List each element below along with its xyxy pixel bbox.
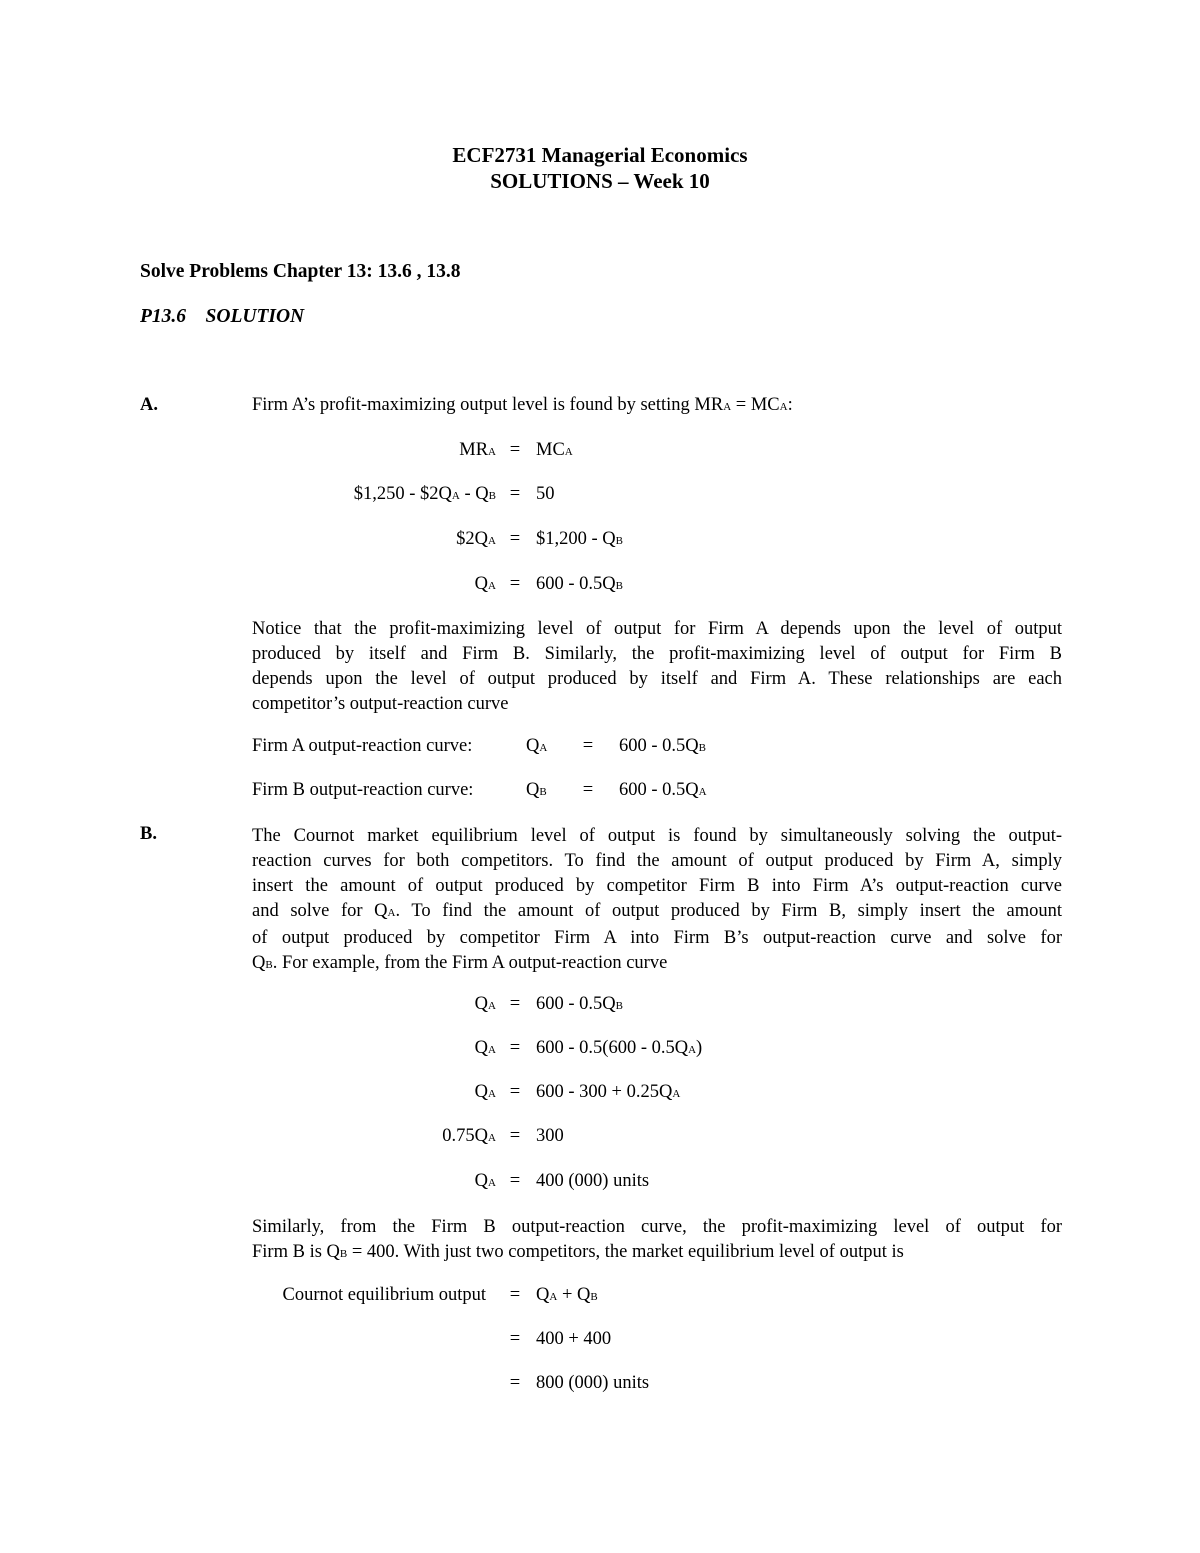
equation-12-sign: =: [509, 1373, 521, 1393]
part-b-paragraph-2: Similarly, from the Firm B output-reaction curve, the profit-maximizing level of output for Firm B is QB = 400. With just two competitors, the market equilibrium level of output is: [252, 1217, 1062, 1262]
equation-1-sign: =: [509, 440, 521, 460]
equation-5-sign: =: [509, 994, 521, 1014]
equation-6-sign: =: [509, 1038, 521, 1058]
equation-3-lhs: $2QA: [456, 529, 496, 549]
curve-a-label: Firm A output-reaction curve:: [252, 736, 473, 756]
equation-1-lhs: MRA: [459, 440, 496, 460]
equation-9-lhs: QA: [474, 1171, 496, 1191]
curve-b-rhs: 600 - 0.5QA: [619, 780, 707, 800]
equation-7-rhs: 600 - 300 + 0.25QA: [536, 1082, 681, 1102]
equation-6-lhs: QA: [474, 1038, 496, 1058]
equation-2-sign: =: [509, 484, 521, 504]
curve-b-label: Firm B output-reaction curve:: [252, 780, 474, 800]
curve-a-sign: =: [582, 736, 594, 756]
equation-3-rhs: $1,200 - QB: [536, 529, 623, 549]
equation-6-rhs: 600 - 0.5(600 - 0.5QA): [536, 1038, 703, 1058]
part-a-intro: Firm A’s profit-maximizing output level is found by setting MRA = MCA:: [252, 395, 793, 415]
part-a-paragraph: Notice that the profit-maximizing level of output for Firm A depends upon the level of output produced by itself and Firm B. Similarly, the profit-maximizing level of output for Firm B depends upon the level of output produced by itself and Firm A. These relationships are each competitor’s output-reaction curve: [252, 619, 1062, 714]
equation-7-lhs: QA: [474, 1082, 496, 1102]
equation-2-lhs: $1,250 - $2QA - QB: [353, 484, 496, 504]
equation-7-sign: =: [509, 1082, 521, 1102]
curve-a-q: QA: [526, 736, 548, 756]
task-heading: Solve Problems Chapter 13: 13.6 , 13.8: [140, 261, 461, 282]
equation-8-rhs: 300: [536, 1126, 564, 1146]
equation-10-lhs: Cournot equilibrium output: [282, 1285, 486, 1305]
part-a-label: A.: [140, 395, 158, 415]
part-b-label: B.: [140, 824, 157, 844]
equation-8-sign: =: [509, 1126, 521, 1146]
equation-12-rhs: 800 (000) units: [536, 1373, 650, 1393]
equation-5-lhs: QA: [474, 994, 496, 1014]
equation-3-sign: =: [509, 529, 521, 549]
equation-11-sign: =: [509, 1329, 521, 1349]
equation-4-sign: =: [509, 574, 521, 594]
equation-9-sign: =: [509, 1171, 521, 1191]
curve-b-q: QB: [526, 780, 547, 800]
part-b-paragraph: The Cournot market equilibrium level of output is found by simultaneously solving the output- reaction curves for both competitors. To find the amount of output produced by Firm A, simply insert the amount of output produced by competitor Firm B into Firm A’s output-reaction curve and solve for QA. To find the amount of output produced by Firm B, simply insert the amount of output produced by competitor Firm A into Firm B’s output-reaction curve and solve for QB. For example, from the Firm A output-reaction curve: [252, 826, 1062, 973]
course-title: ECF2731 Managerial Economics: [452, 143, 748, 167]
equation-10-sign: =: [509, 1285, 521, 1305]
equation-10-rhs: QA + QB: [536, 1285, 598, 1305]
equation-8-lhs: 0.75QA: [442, 1126, 496, 1146]
problem-label: P13.6 SOLUTION: [140, 306, 305, 327]
equation-5-rhs: 600 - 0.5QB: [536, 994, 623, 1014]
equation-4-lhs: QA: [474, 574, 496, 594]
equation-9-rhs: 400 (000) units: [536, 1171, 650, 1191]
document-subtitle: SOLUTIONS – Week 10: [490, 169, 710, 193]
equation-11-rhs: 400 + 400: [536, 1329, 612, 1349]
curve-b-sign: =: [582, 780, 594, 800]
equation-1-rhs: MCA: [536, 440, 573, 460]
equation-4-rhs: 600 - 0.5QB: [536, 574, 623, 594]
equation-2-rhs: 50: [536, 484, 555, 504]
curve-a-rhs: 600 - 0.5QB: [619, 736, 706, 756]
